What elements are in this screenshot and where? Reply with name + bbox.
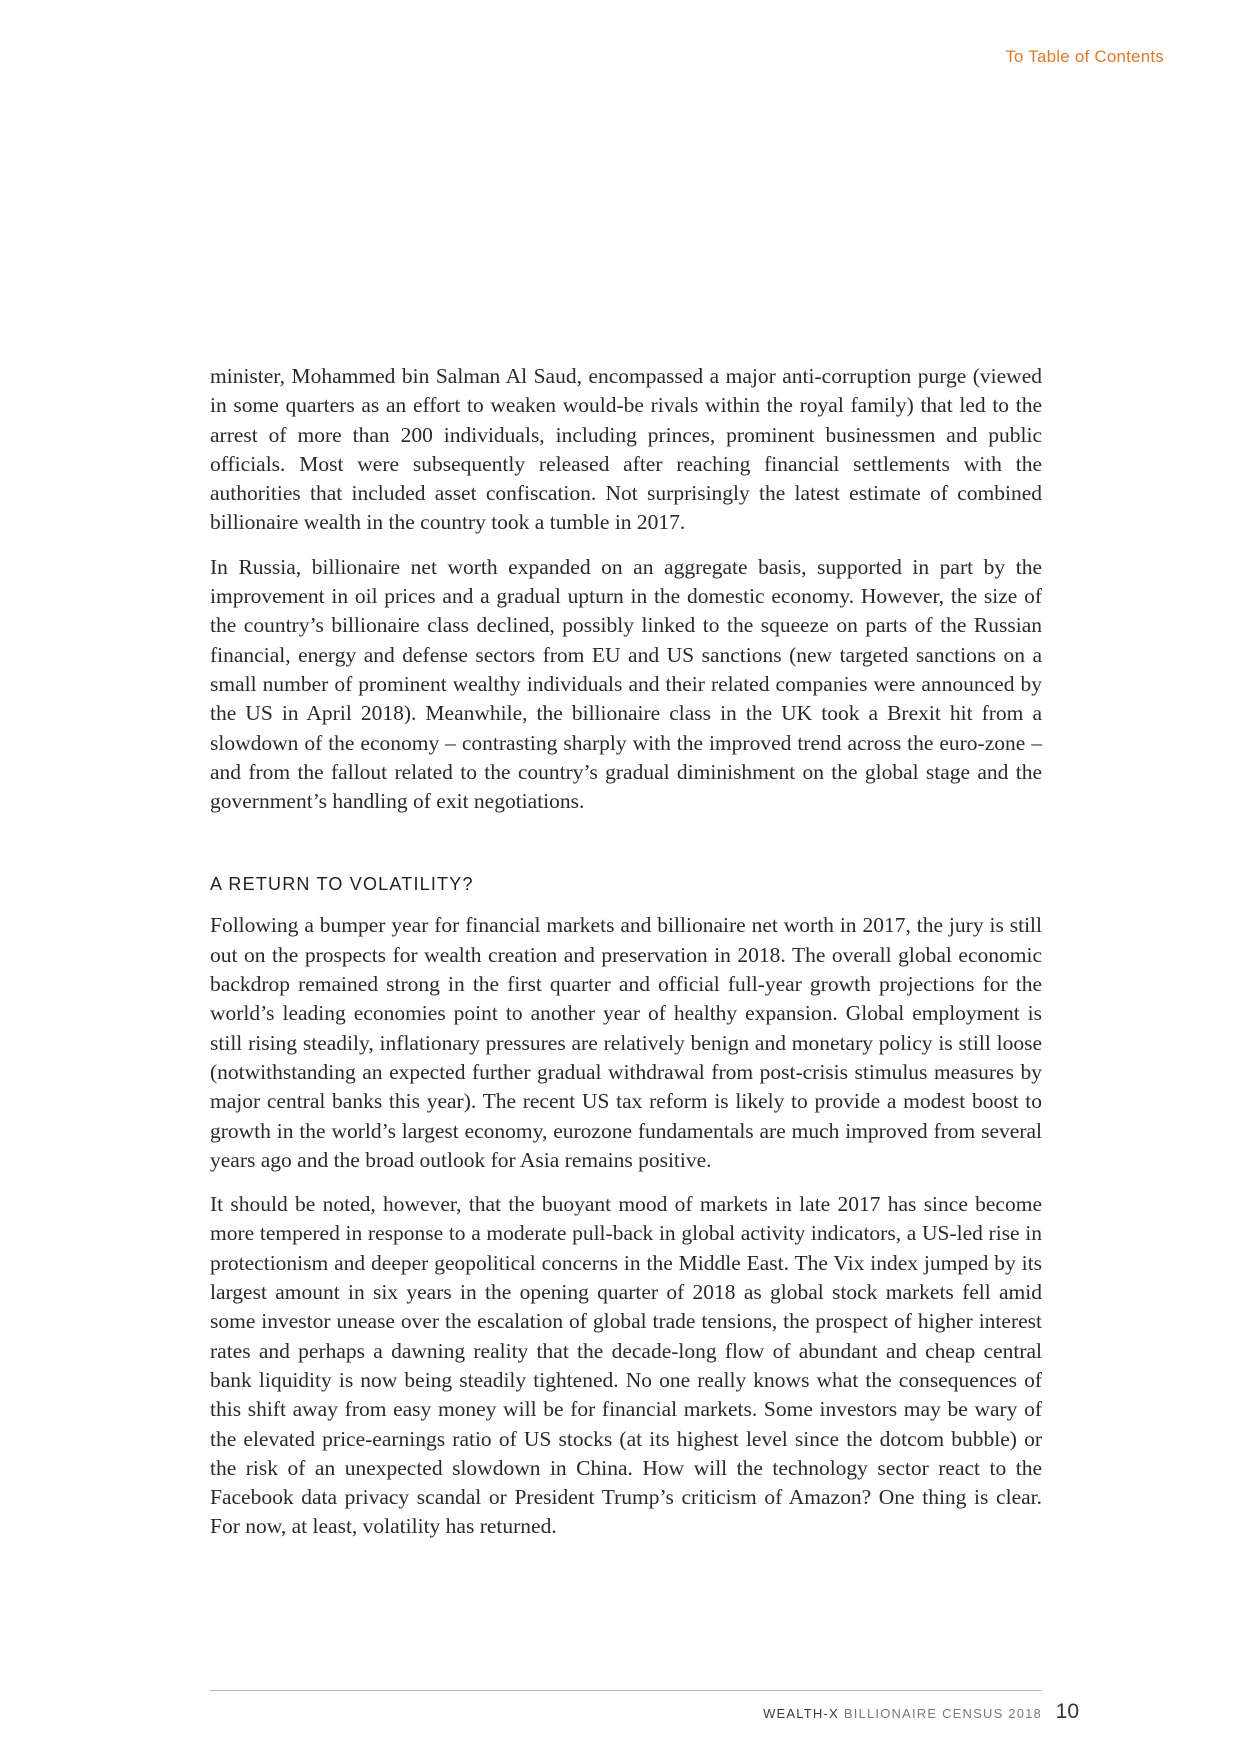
footer-publication	[763, 1706, 1042, 1721]
footer-divider	[210, 1690, 1042, 1691]
footer-brand: WEALTH-X	[763, 1706, 839, 1721]
paragraph-outlook: Following a bumper year for financial markets and billionaire net worth in 2017, the jury is still out on the prospects for wealth creation and preservation in 2018. The overall global economic backdrop remained strong in the first quarter and official full-year growth projections for the world’s leading economies point to another year of healthy expansion. Global employment is still rising steadily, inflationary pressures are relatively benign and monetary policy is still loose (notwithstanding an expected further gradual withdrawal from post-crisis stimulus measures by major central banks this year). The recent US tax reform is likely to provide a modest boost to growth in the world’s largest economy, eurozone fundamentals are much improved from several years ago and the broad outlook for Asia remains positive.	[210, 913, 1042, 1172]
page-content	[210, 362, 1042, 1557]
paragraph-russia-uk: In Russia, billionaire net worth expanded on an aggregate basis, supported in part by the improvement in oil prices and a gradual upturn in the domestic economy. However, the size of the country’s billionaire class declined, possibly linked to the squeeze on parts of the Russian financial, energy and defense sectors from EU and US sanctions (new targeted sanctions on a small number of prominent wealthy individuals and their related companies were announced by the US in April 2018). Meanwhile, the billionaire class in the UK took a Brexit hit from a slowdown of the economy – contrasting sharply with the improved trend across the euro-zone – and from the fallout related to the country’s gradual diminishment on the global stage and the government’s handling of exit negotiations.	[210, 554, 1042, 814]
footer-publication-title: BILLIONAIRE CENSUS 2018	[843, 1706, 1042, 1721]
paragraph-saudi-arabia: minister, Mohammed bin Salman Al Saud, encompassed a major anti-corruption purge (viewed in some quarters as an effort to weaken would-be rivals within the royal family) that led to the arrest of more than 200 individuals, including princes, prominent businessmen and public officials. Most were subsequently released after reaching financial settlements with the authorities that included asset confiscation. Not surprisingly the latest estimate of combined billionaire wealth in the country took a tumble in 2017.	[210, 364, 1042, 535]
table-of-contents-link[interactable]: To Table of Contents	[1005, 47, 1164, 66]
section-heading: A RETURN TO VOLATILITY?	[210, 874, 474, 895]
page-number: 10	[1055, 1700, 1079, 1723]
paragraph-volatility: It should be noted, however, that the buoyant mood of markets in late 2017 has since become more tempered in response to a moderate pull-back in global activity indicators, a US-led rise in protectionism and deeper geopolitical concerns in the Middle East. The Vix index jumped by its largest amount in six years in the opening quarter of 2018 as global stock markets fell amid some investor unease over the escalation of global trade tensions, the prospect of higher interest rates and perhaps a dawning reality that the decade-long flow of abundant and cheap central bank liquidity is now being steadily tightened. No one really knows what the consequences of this shift away from easy money will be for financial markets. Some investors may be wary of the elevated price-earnings ratio of US stocks (at its highest level since the dotcom bubble) or the risk of an unexpected slowdown in China. How will the technology sector react to the Facebook data privacy scandal or President Trump’s criticism of Amazon? One thing is clear. For now, at least, volatility has returned.	[210, 1192, 1042, 1539]
